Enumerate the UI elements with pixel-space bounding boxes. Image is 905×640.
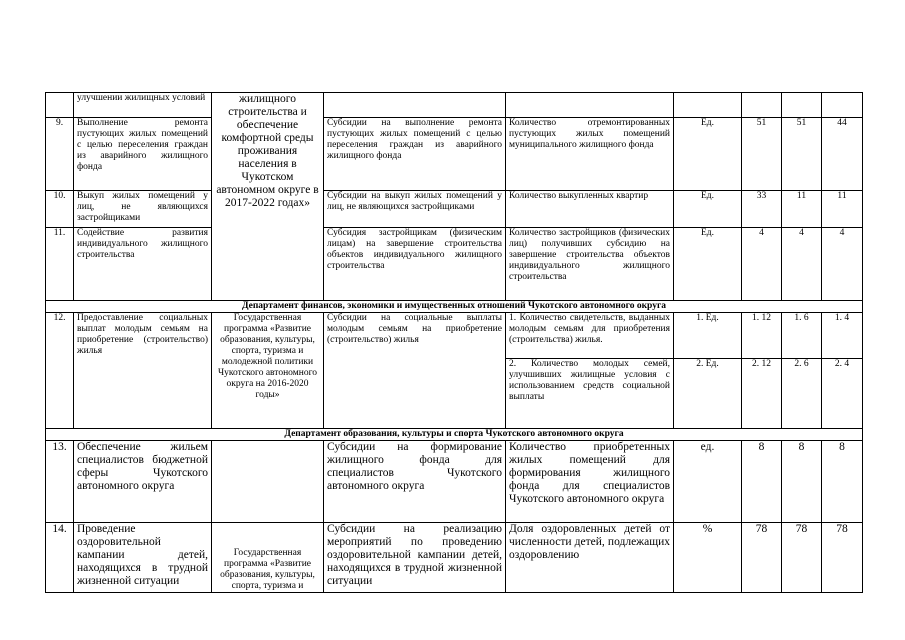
- cell-event: Выкуп жилых помещений у лиц, не являющихся застройщиками: [74, 191, 212, 228]
- cell-subsidy: [324, 93, 506, 118]
- cell-unit: ед.: [674, 441, 742, 523]
- cell-event: улучшении жилищных условий: [74, 93, 212, 118]
- cell-unit: 1. Ед.: [674, 313, 742, 359]
- cell-indicator: [506, 93, 674, 118]
- cell-value-1: 1. 12: [742, 313, 782, 359]
- cell-program: жилищного строительства и обеспечение комфортной среды проживания населения в Чукотском автономном округе в 2017-2022 годах»: [212, 93, 324, 301]
- cell-unit: %: [674, 523, 742, 593]
- section-title-finance: Департамент финансов, экономики и имущественных отношений Чукотского автономного округа: [46, 301, 863, 313]
- table-row: [46, 441, 863, 523]
- cell-value-3: 78: [822, 523, 863, 593]
- cell-unit: Ед.: [674, 191, 742, 228]
- cell-value-2: 1. 6: [782, 313, 822, 359]
- section-title-education: Департамент образования, культуры и спорта Чукотского автономного округа: [46, 429, 863, 441]
- section-header-row: [46, 429, 863, 441]
- cell-no: 9.: [46, 118, 74, 191]
- cell-value-2: 51: [782, 118, 822, 191]
- cell-indicator: Количество отремонтированных пустующих жилых помещений муниципального жилищного фонда: [506, 118, 674, 191]
- cell-indicator: Количество приобретенных жилых помещений для формирования жилищного фонда для специалистов Чукотского автономного округа: [506, 441, 674, 523]
- cell-subsidy: Субсидии на формирование жилищного фонда для специалистов Чукотского автономного округа: [324, 441, 506, 523]
- cell-no: 11.: [46, 228, 74, 301]
- cell-value-1: [742, 93, 782, 118]
- cell-program: Государственная программа «Развитие образования, культуры, спорта, туризма и: [212, 523, 324, 593]
- cell-subsidy: Субсидии на социальные выплаты молодым семьям на приобретение (строительство) жилья: [324, 313, 506, 429]
- cell-value-3: 2. 4: [822, 359, 863, 429]
- cell-subsidy: Субсидии на реализацию мероприятий по проведению оздоровительной кампании детей, находящихся в трудной жизненной ситуации: [324, 523, 506, 593]
- cell-value-3: 44: [822, 118, 863, 191]
- cell-subsidy: Субсидия застройщикам (физическим лицам) на завершение строительства объектов индивидуального жилищного строительства: [324, 228, 506, 301]
- table-row: [46, 313, 863, 359]
- cell-unit: [674, 93, 742, 118]
- table-row: [46, 523, 863, 593]
- cell-no: 10.: [46, 191, 74, 228]
- cell-value-2: 2. 6: [782, 359, 822, 429]
- cell-no: 13.: [46, 441, 74, 523]
- cell-value-2: [782, 93, 822, 118]
- cell-event: Выполнение ремонта пустующих жилых помещений с целью переселения граждан из аварийного жилищного фонда: [74, 118, 212, 191]
- cell-value-2: 8: [782, 441, 822, 523]
- cell-value-3: 4: [822, 228, 863, 301]
- cell-value-2: 11: [782, 191, 822, 228]
- cell-event: Обеспечение жильем специалистов бюджетной сферы Чукотского автономного округа: [74, 441, 212, 523]
- table-row: [46, 191, 863, 228]
- cell-value-3: 11: [822, 191, 863, 228]
- cell-subsidy: Субсидии на выполнение ремонта пустующих жилых помещений с целью переселения граждан из аварийного жилищного фонда: [324, 118, 506, 191]
- section-header-row: [46, 301, 863, 313]
- cell-value-1: 2. 12: [742, 359, 782, 429]
- cell-value-1: 78: [742, 523, 782, 593]
- cell-unit: 2. Ед.: [674, 359, 742, 429]
- table-row: [46, 228, 863, 301]
- cell-event: Проведение оздоровительной кампании детей, находящихся в трудной жизненной ситуации: [74, 523, 212, 593]
- cell-unit: Ед.: [674, 228, 742, 301]
- cell-event: Предоставление социальных выплат молодым семьям на приобретение (строительство) жилья: [74, 313, 212, 429]
- cell-indicator: Количество выкупленных квартир: [506, 191, 674, 228]
- cell-indicator: 1. Количество свидетельств, выданных молодым семьям для приобретения (строительства) жилья.: [506, 313, 674, 359]
- cell-indicator: Количество застройщиков (физических лиц) получивших субсидию на завершение строительства объектов индивидуального жилищного строительства: [506, 228, 674, 301]
- cell-program: Государственная программа «Развитие образования, культуры, спорта, туризма и молодежной политики Чукотского автономного округа на 2016-2020 годы»: [212, 313, 324, 429]
- cell-value-3: 1. 4: [822, 313, 863, 359]
- cell-value-2: 4: [782, 228, 822, 301]
- cell-indicator: Доля оздоровленных детей от численности детей, подлежащих оздоровлению: [506, 523, 674, 593]
- cell-no: 14.: [46, 523, 74, 593]
- cell-no: [46, 93, 74, 118]
- cell-value-1: 4: [742, 228, 782, 301]
- subsidy-table: [45, 92, 863, 593]
- cell-value-2: 78: [782, 523, 822, 593]
- cell-value-1: 51: [742, 118, 782, 191]
- table-row-continued: [46, 93, 863, 118]
- cell-value-1: 8: [742, 441, 782, 523]
- cell-value-3: 8: [822, 441, 863, 523]
- table-row: [46, 118, 863, 191]
- cell-program: [212, 441, 324, 523]
- cell-indicator: 2. Количество молодых семей, улучшивших жилищные условия с использованием средств социальной выплаты: [506, 359, 674, 429]
- cell-no: 12.: [46, 313, 74, 429]
- cell-unit: Ед.: [674, 118, 742, 191]
- cell-value-3: [822, 93, 863, 118]
- cell-value-1: 33: [742, 191, 782, 228]
- cell-subsidy: Субсидии на выкуп жилых помещений у лиц, не являющихся застройщиками: [324, 191, 506, 228]
- cell-event: Содействие развития индивидуального жилищного строительства: [74, 228, 212, 301]
